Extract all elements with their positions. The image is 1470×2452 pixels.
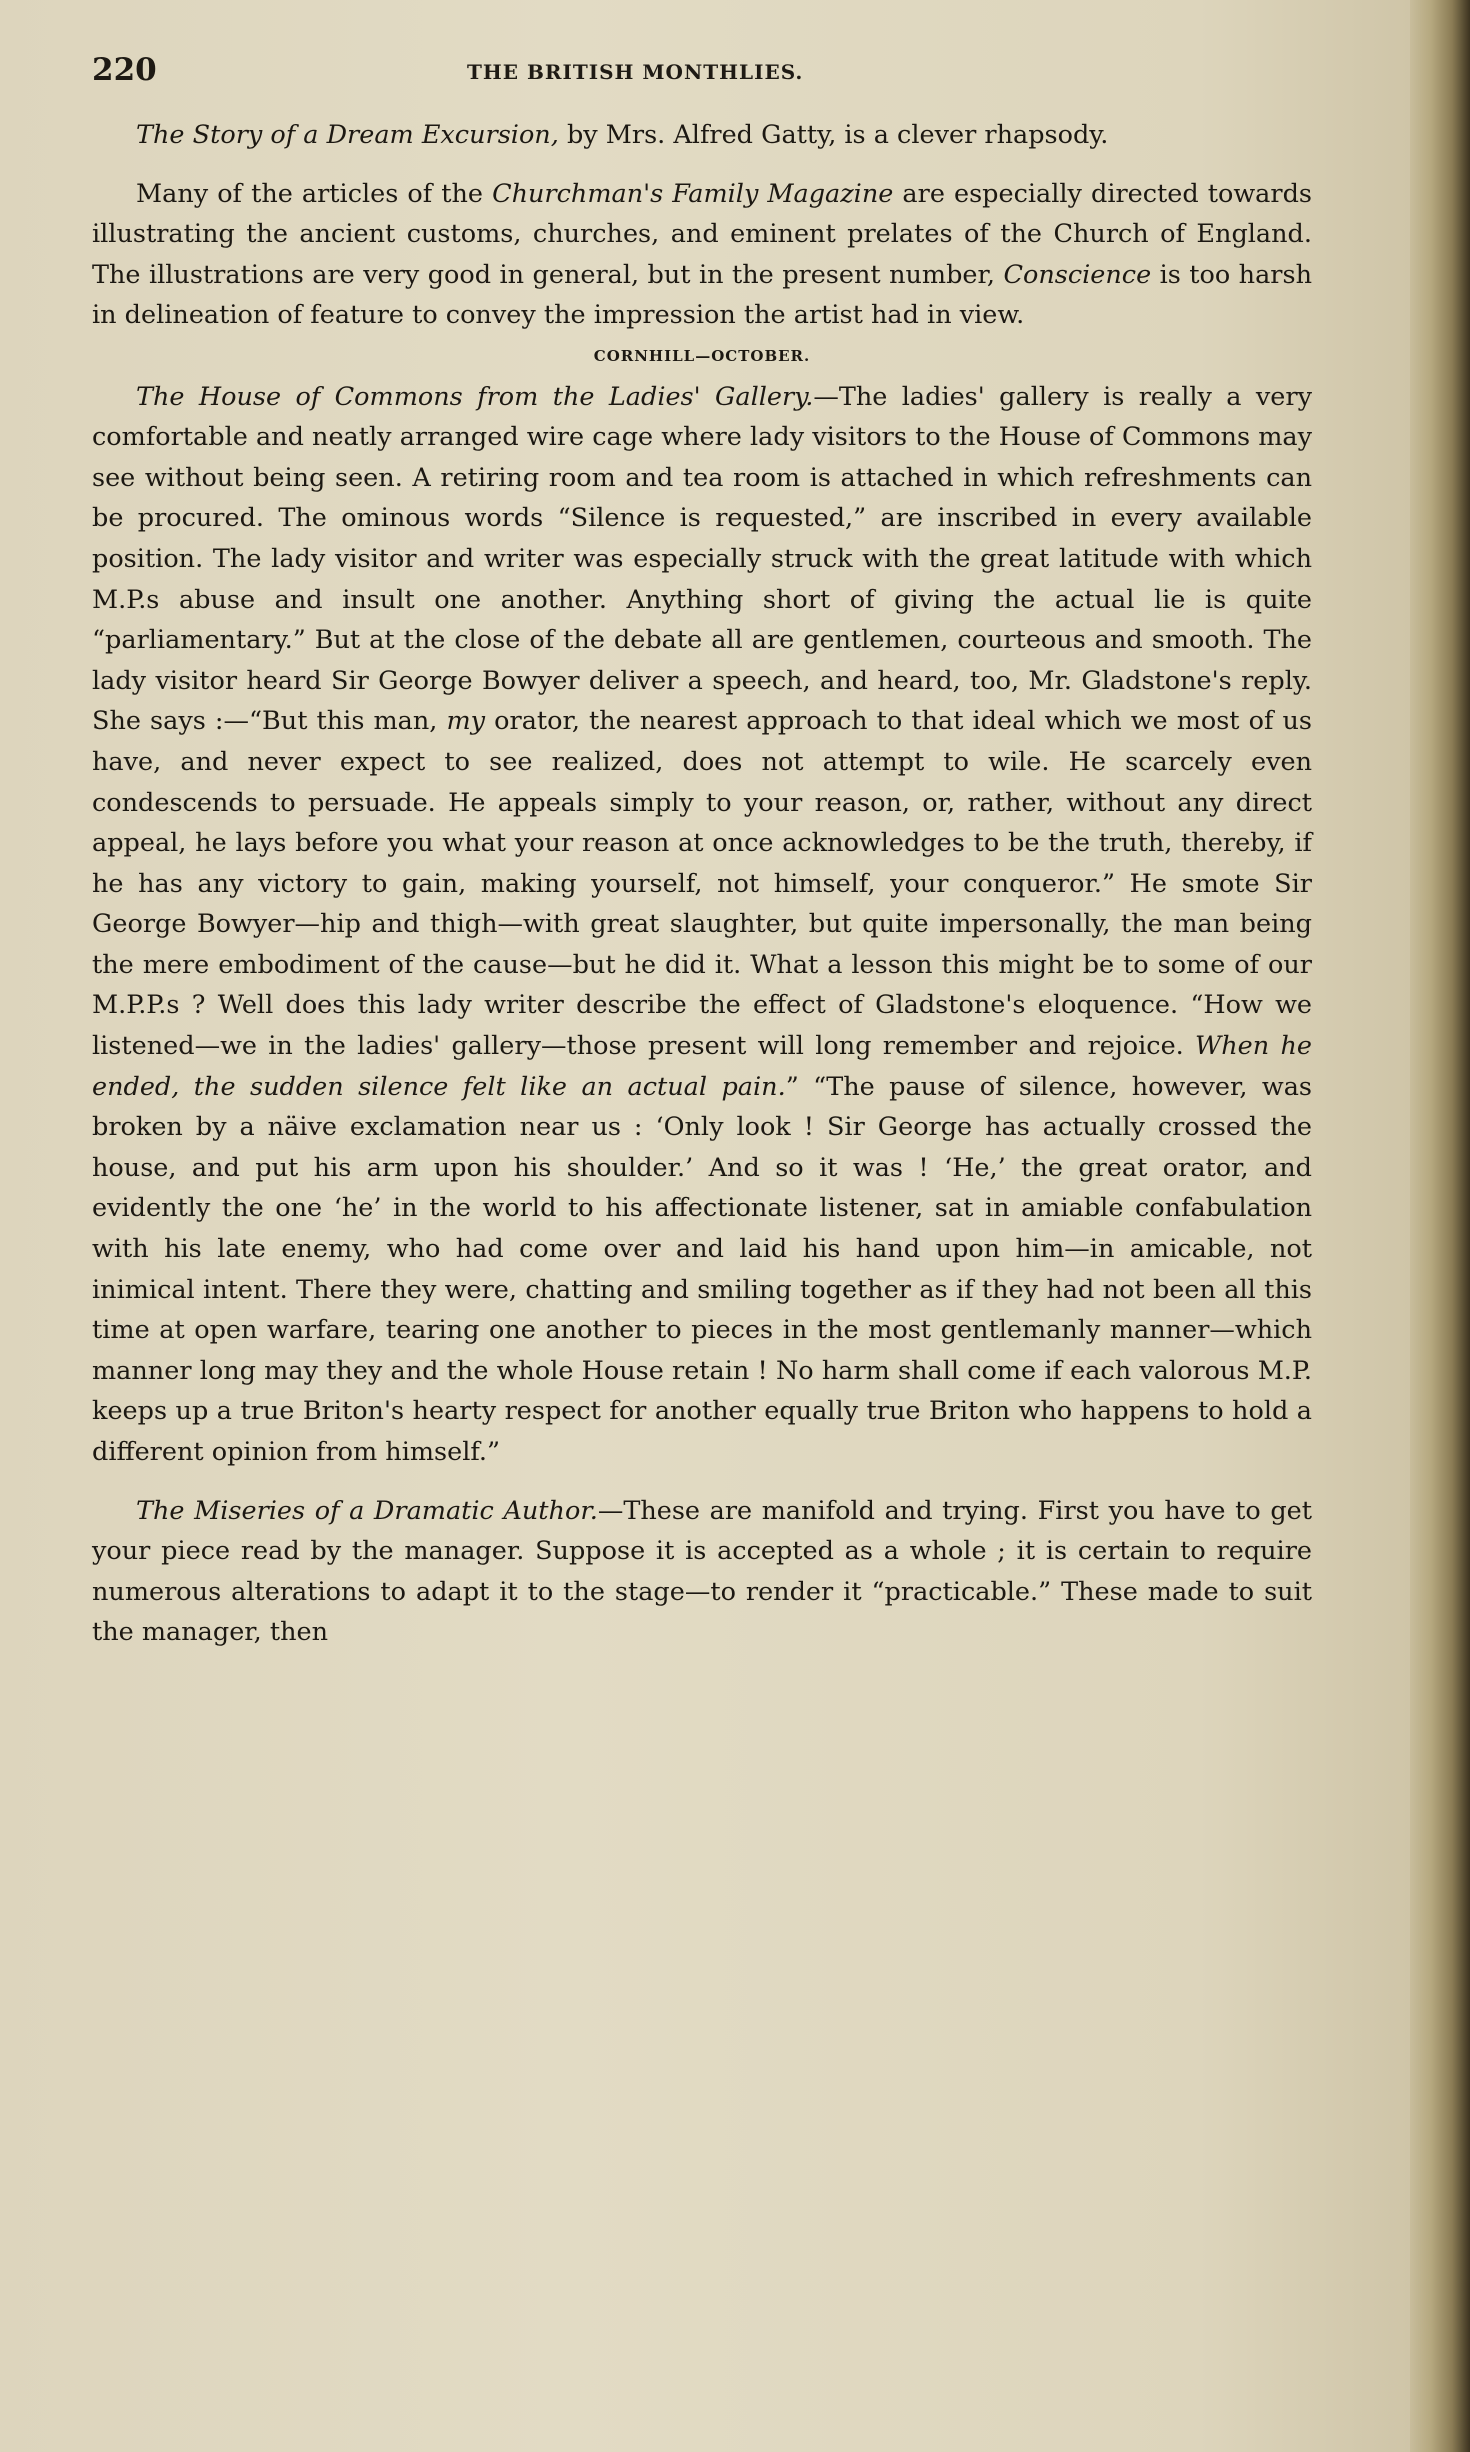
paragraph-body: are especially directed towards illustrating the ancient customs, churches, and eminent prelates of the Church of England. The illustrations are very good in general, but in the present number,: [92, 178, 1312, 290]
paragraph-lead-title: The House of Commons from the Ladies' Gallery.: [136, 381, 814, 412]
paragraph-body: orator, the nearest approach to that ideal which we most of us have, and never expect to see realized, does not attempt to wile. He scarcely even condescends to persuade. He appeals simply to your reason, or, rather, without any direct appeal, he lays before you what your reason at once acknowledges to be the truth, thereby, if he has any victory to gain, making yourself, not himself, your conqueror.” He smote Sir George Bowyer—hip and thigh—with great slaughter, but quite impersonally, the man being the mere embodiment of the cause—but he did it. What a lesson this might be to some of our M.P.P.s ? Well does this lady writer describe the effect of Gladstone's eloquence. “How we listened—we in the ladies' gallery—those present will long remember and rejoice.: [92, 706, 1312, 1062]
paragraph-churchmans-magazine: [92, 174, 1312, 336]
section-heading: CORNHILL—OCTOBER.: [593, 346, 811, 365]
paragraph-body: is too harsh in delineation of feature to convey the impression the artist had in view.: [92, 259, 1313, 331]
paragraph-lead-title: The Story of a Dream Excursion,: [136, 120, 559, 150]
text-column: [92, 115, 1312, 1653]
italic-quote: When he ended, the sudden silence felt like an actual pain.: [92, 1031, 1312, 1102]
italic-word: my: [446, 706, 486, 737]
paragraph-dream-excursion: [92, 115, 1312, 156]
paragraph-body: —These are manifold and trying. First you have to get your piece read by the manager. Suppose it is accepted as a whole ; it is certain to require numerous alterations to adapt it to the stage—to render it “practicable.” These made to suit the manager, then: [92, 1495, 1312, 1648]
paragraph-gap: [92, 1473, 1312, 1491]
paragraph-body: ” “The pause of silence, however, was broken by a näive exclamation near us : ‘Only look ! Sir George has actually crossed the house, and put his arm upon his shoulder.’ And so it was ! ‘He,’ the great orator, and evidently the one ‘he’ in the world to his affectionate listener, sat in amiable confabulation with his late enemy, who had come over and laid his hand upon him—in amicable, not inimical intent. There they were, chatting and smiling together as if they had not been all this time at open warfare, tearing one another to pieces in the most gentlemanly manner—which manner long may they and the whole House retain ! No harm shall come if each valorous M.P. keeps up a true Briton's hearty respect for another equally true Briton who happens to hold a different opinion from himself.”: [92, 1071, 1312, 1467]
paragraph-body: by Mrs. Alfred Gatty, is a clever rhapsody.: [558, 120, 1109, 150]
page-number: 220: [92, 52, 157, 88]
italic-title: Churchman's Family Magazine: [492, 178, 894, 209]
paragraph-gap: [92, 156, 1312, 174]
paragraph-body: —The ladies' gallery is really a very comfortable and neatly arranged wire cage where lady visitors to the House of Commons may see without being seen. A retiring room and tea room is attached in which refreshments can be procured. The ominous words “Silence is requested,” are inscribed in every available position. The lady visitor and writer was especially struck with the great latitude with which M.P.s abuse and insult one another. Anything short of giving the actual lie is quite “parliamentary.” But at the close of the debate all are gentlemen, courteous and smooth. The lady visitor heard Sir George Bowyer deliver a speech, and heard, too, Mr. Gladstone's reply. She says :—“But this man,: [92, 381, 1312, 737]
italic-title: Conscience: [1003, 259, 1152, 290]
running-title: THE BRITISH MONTHLIES.: [467, 60, 804, 84]
paragraph-dramatic-author: [92, 1491, 1312, 1653]
book-gutter: [1410, 0, 1470, 2452]
paragraph-house-of-commons: [92, 377, 1312, 1473]
paragraph-body: Many of the articles of the: [136, 178, 493, 209]
paragraph-lead-title: The Miseries of a Dramatic Author.: [136, 1495, 598, 1526]
running-header: [92, 52, 1312, 102]
